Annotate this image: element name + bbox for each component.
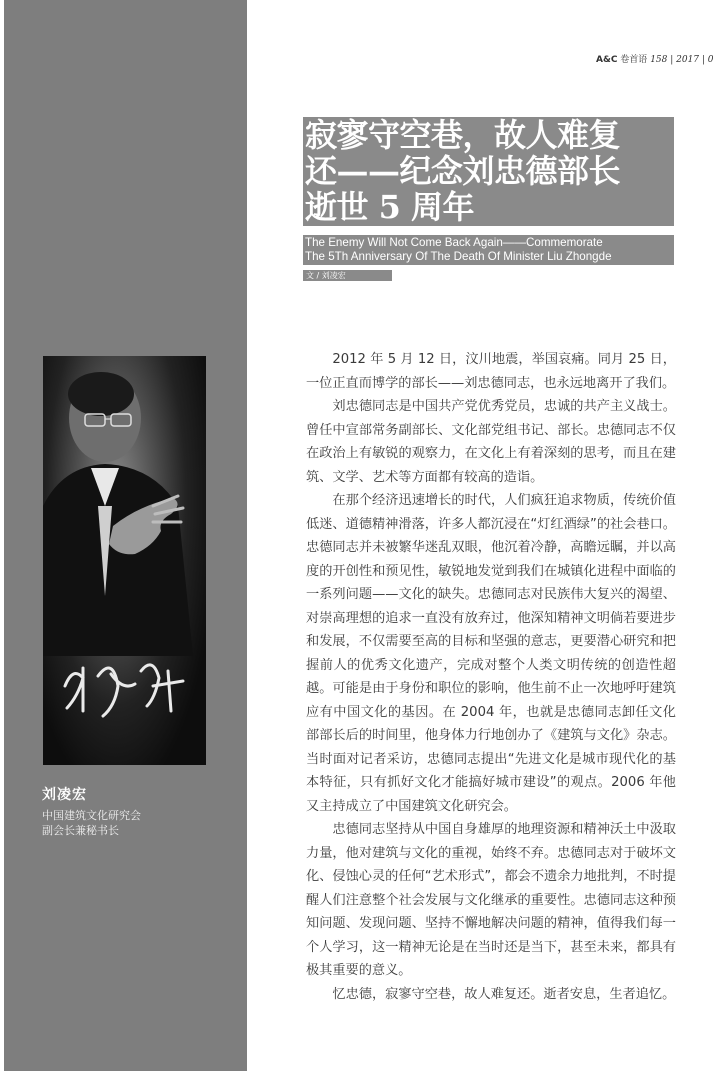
article-body — [306, 348, 676, 1006]
author-organization: 中国建筑文化研究会 — [42, 809, 141, 822]
author-position: 副会长兼秘书长 — [42, 824, 119, 837]
paragraph: 刘忠德同志是中国共产党优秀党员，忠诚的共产主义战士。曾任中宣部常务副部长、文化部党组书记、部长。忠德同志不仅在政治上有敏锐的观察力，在文化上有着深刻的思考，而且在建筑、文学、艺术等方面都有较高的造诣。 — [306, 399, 676, 485]
author-portrait — [43, 356, 206, 765]
paragraph: 忆忠德，寂寥守空巷，故人难复还。逝者安息，生者追忆。 — [332, 986, 676, 1002]
issue-info: 158 | 2017 | 0 — [650, 55, 714, 65]
subtitle-line-2: The 5Th Anniversary Of The Death Of Minister Liu Zhongde — [305, 250, 612, 263]
title-line-2: 还——纪念刘忠德部长 — [305, 152, 621, 190]
byline: 文 / 刘凌宏 — [303, 270, 392, 281]
paragraph: 在那个经济迅速增长的时代，人们疯狂追求物质，传统价值低迷、道德精神滑落，许多人都沉浸在“灯红酒绿”的社会巷口。忠德同志并未被繁华迷乱双眼，他沉着冷静，高瞻远瞩，并以高度的开创性和预见性，敏锐地发觉到我们在城镇化进程中面临的一系列问题——文化的缺失。忠德同志对民族伟大复兴的渴望、对崇高理想的追求一直没有放弃过，他深知精神文明倘若要进步和发展，不仅需要至高的目标和坚强的意志，更要潜心研究和把握前人的优秀文化遗产，完成对整个人类文明传统的创造性超越。可能是由于身份和职位的影响，他生前不止一次地呼吁建筑应有中国文化的基因。在 2004 年，也就是忠德同志卸任文化部部长后的时间里，他身体力行地创办了《建筑与文化》杂志。当时面对记者采访，忠德同志提出“先进文化是城市现代化的基本特征，只有抓好文化才能搞好城市建设”的观点。2006 年他又主持成立了中国建筑文化研究会。 — [306, 493, 676, 814]
author-name: 刘凌宏 — [42, 787, 87, 803]
magazine-brand: A&C — [596, 55, 618, 65]
signature-mark — [65, 665, 183, 716]
portrait-illustration — [43, 356, 206, 765]
subtitle-line-1: The Enemy Will Not Come Back Again——Commemorate — [305, 236, 603, 249]
paragraph: 忠德同志坚持从中国自身雄厚的地理资源和精神沃土中汲取力量，他对建筑与文化的重视，始终不弃。忠德同志对于破坏文化、侵蚀心灵的任何“艺术形式”，都会不遗余力地批判，不时提醒人们注意整个社会发展与文化继承的重要性。忠德同志这种预知问题、发现问题、坚持不懈地解决问题的精神，值得我们每一个人学习，这一精神无论是在当时还是当下，甚至未来，都具有极其重要的意义。 — [306, 822, 676, 978]
paragraph: 2012 年 5 月 12 日，汶川地震，举国哀痛。同月 25 日，一位正直而博学的部长——刘忠德同志，也永远地离开了我们。 — [306, 352, 676, 391]
title-line-1: 寂寥守空巷，故人难复 — [305, 116, 621, 154]
title-line-3: 逝世 5 周年 — [305, 188, 475, 226]
column-name: 卷首语 — [620, 55, 648, 65]
running-header — [596, 52, 714, 65]
